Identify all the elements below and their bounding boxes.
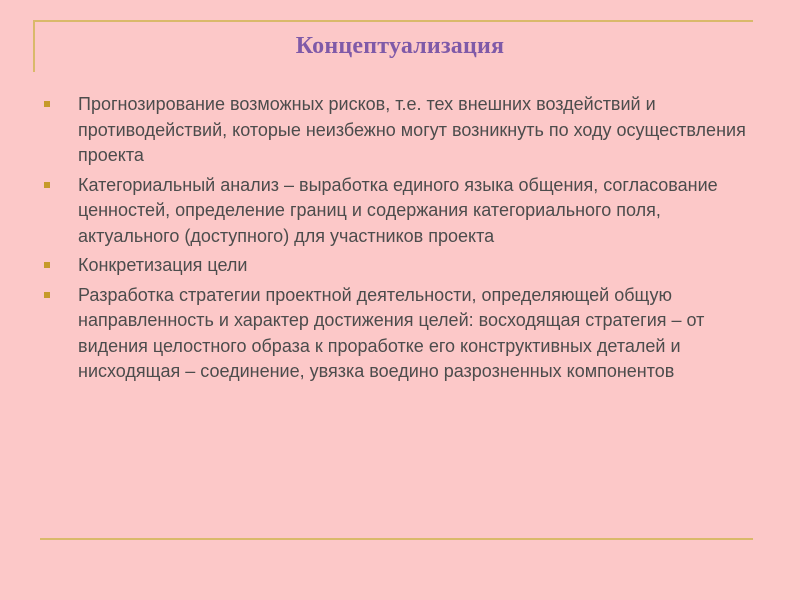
bullet-text: Категориальный анализ – выработка единого языка общения, согласование ценностей, определение границ и содержания категориального поля, актуального (доступного) для участников проекта bbox=[78, 174, 718, 246]
bullet-text: Разработка стратегии проектной деятельности, определяющей общую направленность и характер достижения целей: восходящая стратегия – от видения целостного образа к проработке его конструктивных деталей и нисходящая – соединение, увязка воедино разрозненных компонентов bbox=[78, 284, 705, 381]
bullet-square-icon bbox=[44, 101, 50, 107]
top-border-line bbox=[33, 20, 753, 22]
bullet-item bbox=[44, 173, 754, 250]
bullet-item bbox=[44, 92, 754, 169]
bullet-square-icon bbox=[44, 262, 50, 268]
bullet-square-icon bbox=[44, 292, 50, 298]
slide-title: Концептуализация bbox=[295, 33, 505, 59]
bullet-item bbox=[44, 253, 754, 279]
bullet-list bbox=[44, 92, 754, 389]
bullet-item bbox=[44, 283, 754, 385]
bullet-text: Конкретизация цели bbox=[78, 255, 248, 275]
bottom-border-line bbox=[40, 538, 753, 540]
bullet-text: Прогнозирование возможных рисков, т.е. тех внешних воздействий и противодействий, которые неизбежно могут возникнуть по ходу осуществления проекта bbox=[78, 94, 746, 165]
bullet-square-icon bbox=[44, 182, 50, 188]
